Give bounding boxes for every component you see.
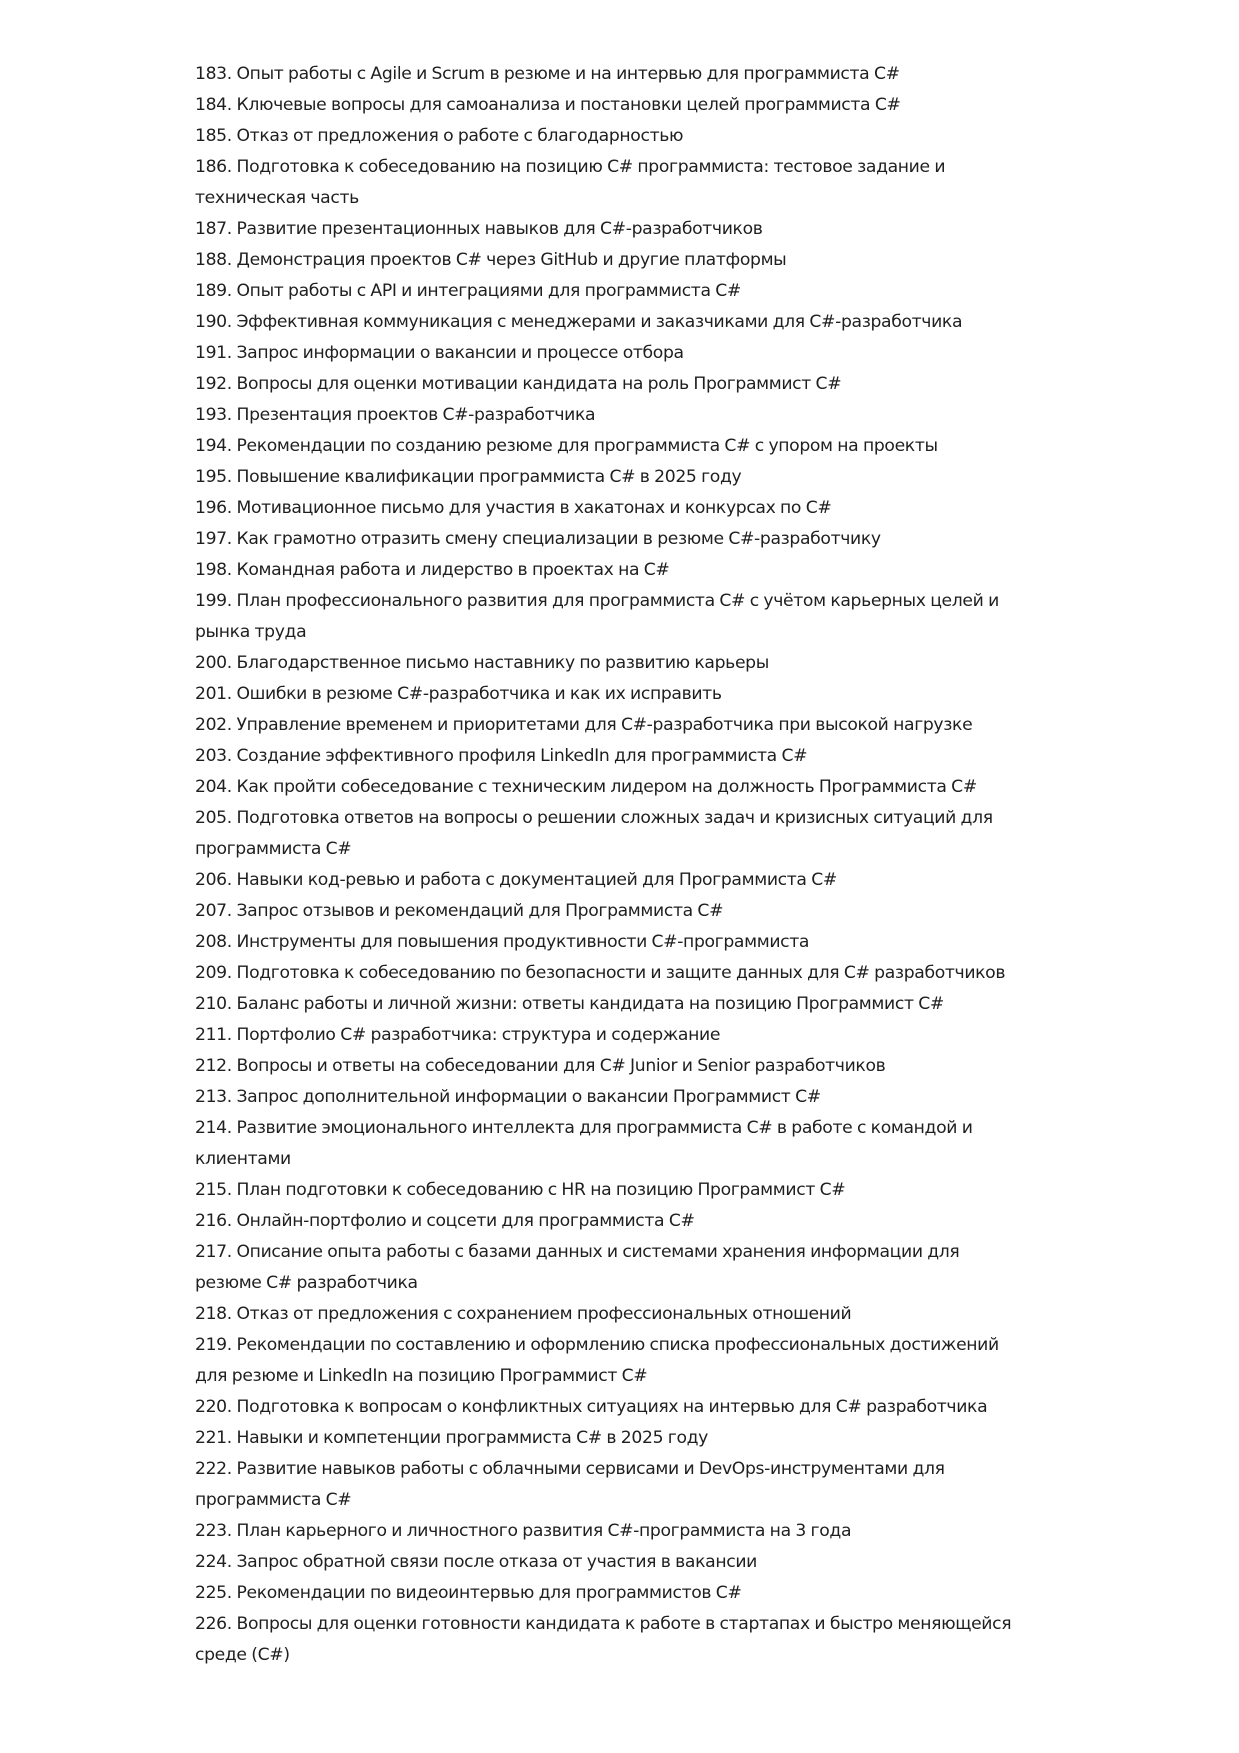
item-text: Подготовка к собеседованию на позицию C# программиста: тестовое задание и техническая часть <box>195 157 946 208</box>
item-text: Как грамотно отразить смену специализации в резюме C#-разработчику <box>236 529 881 549</box>
item-text: Подготовка ответов на вопросы о решении сложных задач и кризисных ситуаций для программиста C# <box>195 808 993 859</box>
item-number: 184. <box>195 95 232 115</box>
item-text: Вопросы для оценки готовности кандидата к работе в стартапах и быстро меняющейся среде (C#) <box>195 1614 1012 1665</box>
item-number: 211. <box>195 1025 232 1045</box>
list-item <box>195 803 1025 865</box>
list-item <box>195 431 1025 462</box>
item-number: 201. <box>195 684 232 704</box>
list-item <box>195 1423 1025 1454</box>
item-text: Благодарственное письмо наставнику по развитию карьеры <box>236 653 769 673</box>
item-text: Отказ от предложения с сохранением профессиональных отношений <box>236 1304 852 1324</box>
item-text: Навыки и компетенции программиста C# в 2025 году <box>236 1428 708 1448</box>
list-item <box>195 1330 1025 1392</box>
item-number: 198. <box>195 560 232 580</box>
item-number: 203. <box>195 746 232 766</box>
item-number: 217. <box>195 1242 232 1262</box>
item-text: Демонстрация проектов C# через GitHub и другие платформы <box>236 250 787 270</box>
item-number: 200. <box>195 653 232 673</box>
list-item <box>195 555 1025 586</box>
item-text: Запрос обратной связи после отказа от участия в вакансии <box>236 1552 757 1572</box>
item-number: 199. <box>195 591 232 611</box>
list-item <box>195 586 1025 648</box>
item-number: 190. <box>195 312 232 332</box>
item-number: 219. <box>195 1335 232 1355</box>
item-number: 210. <box>195 994 232 1014</box>
item-text: Вопросы и ответы на собеседовании для C# Junior и Senior разработчиков <box>236 1056 886 1076</box>
list-item <box>195 865 1025 896</box>
item-number: 188. <box>195 250 232 270</box>
document-body <box>195 59 1025 1671</box>
item-text: Ключевые вопросы для самоанализа и постановки целей программиста C# <box>236 95 901 115</box>
item-text: Управление временем и приоритетами для C#-разработчика при высокой нагрузке <box>236 715 973 735</box>
item-text: Рекомендации по составлению и оформлению списка профессиональных достижений для резюме и LinkedIn на позицию Программист C# <box>195 1335 999 1386</box>
item-text: Отказ от предложения о работе с благодарностью <box>236 126 684 146</box>
item-number: 204. <box>195 777 232 797</box>
list-item <box>195 121 1025 152</box>
item-number: 220. <box>195 1397 232 1417</box>
item-number: 222. <box>195 1459 232 1479</box>
list-item <box>195 1051 1025 1082</box>
list-item <box>195 276 1025 307</box>
list-item <box>195 524 1025 555</box>
item-text: Развитие навыков работы с облачными сервисами и DevOps-инструментами для программиста C# <box>195 1459 945 1510</box>
list-item <box>195 958 1025 989</box>
list-item <box>195 59 1025 90</box>
item-text: Баланс работы и личной жизни: ответы кандидата на позицию Программист C# <box>236 994 944 1014</box>
list-item <box>195 710 1025 741</box>
item-text: Ошибки в резюме C#-разработчика и как их исправить <box>236 684 722 704</box>
item-text: План профессионального развития для программиста C# с учётом карьерных целей и рынка труда <box>195 591 999 642</box>
item-number: 186. <box>195 157 232 177</box>
list-item <box>195 927 1025 958</box>
item-text: Развитие эмоционального интеллекта для программиста C# в работе с командой и клиентами <box>195 1118 973 1169</box>
item-number: 223. <box>195 1521 232 1541</box>
item-number: 215. <box>195 1180 232 1200</box>
list-item <box>195 1020 1025 1051</box>
item-number: 226. <box>195 1614 232 1634</box>
item-text: Создание эффективного профиля LinkedIn для программиста C# <box>236 746 808 766</box>
list-item <box>195 307 1025 338</box>
list-item <box>195 1578 1025 1609</box>
item-text: Навыки код-ревью и работа с документацией для Программиста C# <box>236 870 837 890</box>
item-text: Как пройти собеседование с техническим лидером на должность Программиста C# <box>236 777 977 797</box>
list-item <box>195 1609 1025 1671</box>
item-text: Описание опыта работы с базами данных и системами хранения информации для резюме C# разработчика <box>195 1242 960 1293</box>
list-item <box>195 1206 1025 1237</box>
item-number: 189. <box>195 281 232 301</box>
item-text: Мотивационное письмо для участия в хакатонах и конкурсах по C# <box>236 498 832 518</box>
list-item <box>195 1175 1025 1206</box>
item-number: 196. <box>195 498 232 518</box>
item-text: Запрос дополнительной информации о вакансии Программист C# <box>236 1087 821 1107</box>
list-item <box>195 1299 1025 1330</box>
item-text: Инструменты для повышения продуктивности C#-программиста <box>236 932 810 952</box>
item-number: 216. <box>195 1211 232 1231</box>
list-item <box>195 989 1025 1020</box>
item-number: 183. <box>195 64 232 84</box>
item-text: План карьерного и личностного развития C#-программиста на 3 года <box>236 1521 852 1541</box>
list-item <box>195 152 1025 214</box>
list-item <box>195 772 1025 803</box>
item-number: 185. <box>195 126 232 146</box>
item-text: Опыт работы с Agile и Scrum в резюме и на интервью для программиста C# <box>236 64 900 84</box>
item-text: Вопросы для оценки мотивации кандидата на роль Программист C# <box>236 374 842 394</box>
item-text: Портфолио C# разработчика: структура и содержание <box>236 1025 721 1045</box>
item-number: 225. <box>195 1583 232 1603</box>
list-item <box>195 1113 1025 1175</box>
list-item <box>195 462 1025 493</box>
item-number: 202. <box>195 715 232 735</box>
item-text: Рекомендации по созданию резюме для программиста C# с упором на проекты <box>236 436 938 456</box>
list-item <box>195 1547 1025 1578</box>
item-number: 212. <box>195 1056 232 1076</box>
item-text: Командная работа и лидерство в проектах на C# <box>236 560 670 580</box>
item-number: 205. <box>195 808 232 828</box>
list-item <box>195 400 1025 431</box>
list-item <box>195 493 1025 524</box>
list-item <box>195 648 1025 679</box>
item-number: 213. <box>195 1087 232 1107</box>
item-number: 193. <box>195 405 232 425</box>
item-number: 209. <box>195 963 232 983</box>
item-text: Опыт работы с API и интеграциями для программиста C# <box>236 281 741 301</box>
item-number: 218. <box>195 1304 232 1324</box>
list-item <box>195 369 1025 400</box>
item-number: 195. <box>195 467 232 487</box>
list-item <box>195 1237 1025 1299</box>
list-item <box>195 1516 1025 1547</box>
list-item <box>195 741 1025 772</box>
item-text: Запрос отзывов и рекомендаций для Программиста C# <box>236 901 724 921</box>
list-item <box>195 1392 1025 1423</box>
item-number: 194. <box>195 436 232 456</box>
item-number: 197. <box>195 529 232 549</box>
item-text: Рекомендации по видеоинтервью для программистов C# <box>236 1583 742 1603</box>
list-item <box>195 338 1025 369</box>
list-item <box>195 1454 1025 1516</box>
list-item <box>195 90 1025 121</box>
item-text: План подготовки к собеседованию с HR на позицию Программист C# <box>236 1180 846 1200</box>
item-text: Запрос информации о вакансии и процессе отбора <box>236 343 684 363</box>
item-number: 224. <box>195 1552 232 1572</box>
item-number: 221. <box>195 1428 232 1448</box>
item-text: Онлайн-портфолио и соцсети для программиста C# <box>236 1211 695 1231</box>
item-text: Повышение квалификации программиста C# в 2025 году <box>236 467 742 487</box>
list-item <box>195 896 1025 927</box>
item-number: 187. <box>195 219 232 239</box>
item-number: 207. <box>195 901 232 921</box>
list-item <box>195 679 1025 710</box>
item-text: Подготовка к собеседованию по безопасности и защите данных для C# разработчиков <box>236 963 1006 983</box>
list-item <box>195 214 1025 245</box>
item-text: Презентация проектов C#-разработчика <box>236 405 596 425</box>
item-text: Эффективная коммуникация с менеджерами и заказчиками для C#-разработчика <box>236 312 963 332</box>
item-number: 192. <box>195 374 232 394</box>
item-number: 208. <box>195 932 232 952</box>
item-number: 214. <box>195 1118 232 1138</box>
list-item <box>195 245 1025 276</box>
list-item <box>195 1082 1025 1113</box>
item-text: Развитие презентационных навыков для C#-разработчиков <box>236 219 763 239</box>
item-number: 191. <box>195 343 232 363</box>
item-text: Подготовка к вопросам о конфликтных ситуациях на интервью для C# разработчика <box>236 1397 988 1417</box>
item-number: 206. <box>195 870 232 890</box>
